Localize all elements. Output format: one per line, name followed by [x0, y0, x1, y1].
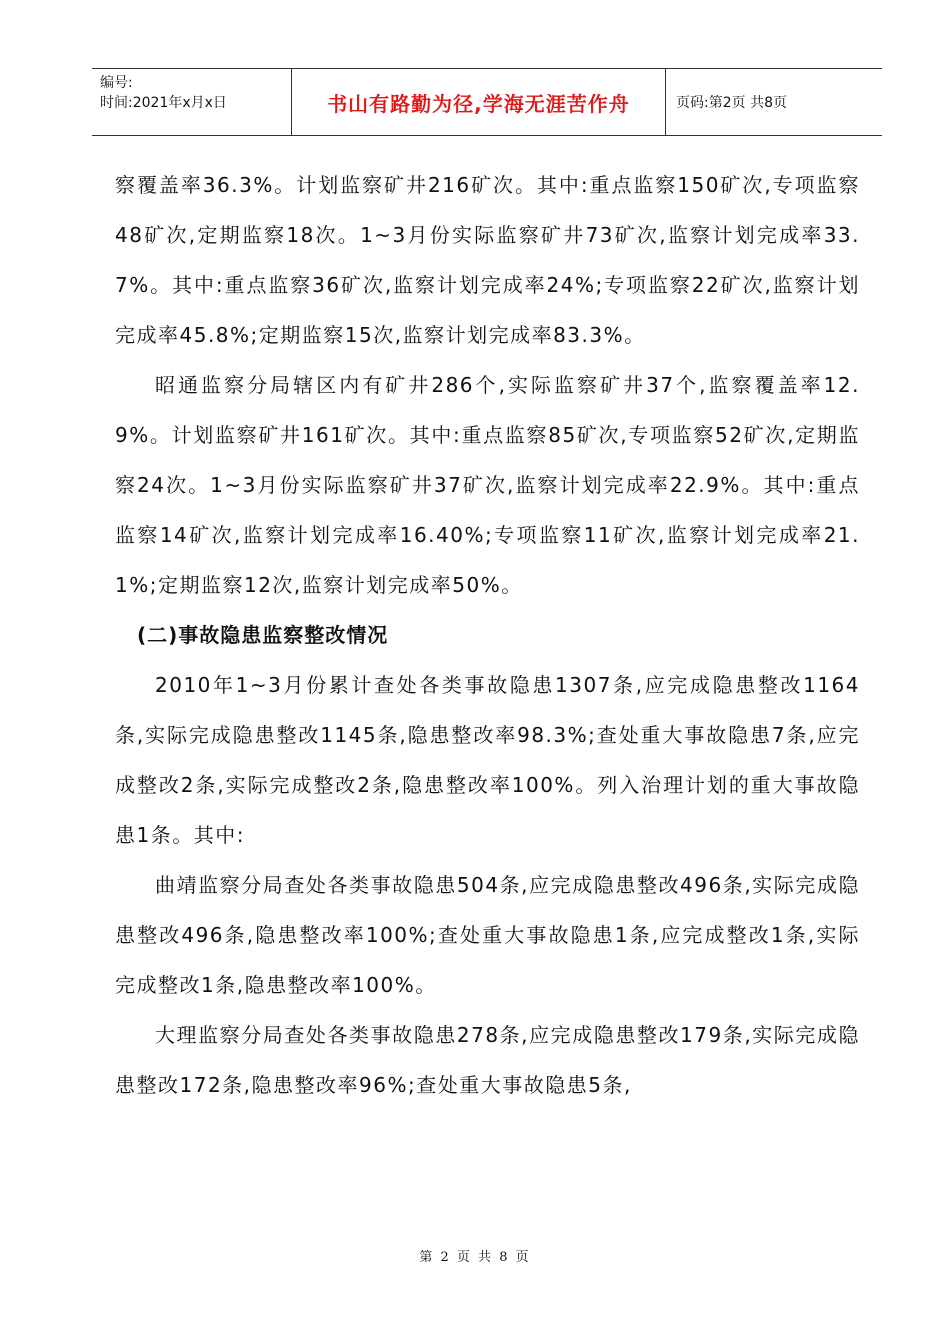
page-footer: 第 2 页 共 8 页	[419, 1250, 531, 1265]
header-meta	[92, 69, 292, 135]
section-heading: (二)事故隐患监察整改情况	[137, 623, 389, 647]
document-number-label: 编号:	[100, 75, 133, 91]
body-paragraph: 察覆盖率36.3%。计划监察矿井216矿次。其中:重点监察150矿次,专项监察48矿次,定期监察18次。1~3月份实际监察矿井73矿次,监察计划完成率33.7%。其中:重点监察36矿次,监察计划完成率24%;专项监察22矿次,监察计划完成率45.8%;定期监察15次,监察计划完成率83.3%。	[115, 173, 860, 347]
body-paragraph: 大理监察分局查处各类事故隐患278条,应完成隐患整改179条,实际完成隐患整改172条,隐患整改率96%;查处重大事故隐患5条,	[115, 1023, 860, 1097]
body-paragraph: 2010年1~3月份累计查处各类事故隐患1307条,应完成隐患整改1164条,实际完成隐患整改1145条,隐患整改率98.3%;查处重大事故隐患7条,应完成整改2条,实际完成整改2条,隐患整改率100%。列入治理计划的重大事故隐患1条。其中:	[115, 673, 860, 847]
document-time-label: 时间:2021年x月x日	[100, 95, 227, 111]
header-motto: 书山有路勤为径,学海无涯苦作舟	[292, 69, 666, 135]
body-paragraph: 昭通监察分局辖区内有矿井286个,实际监察矿井37个,监察覆盖率12.9%。计划监察矿井161矿次。其中:重点监察85矿次,专项监察52矿次,定期监察24次。1~3月份实际监察矿井37矿次,监察计划完成率22.9%。其中:重点监察14矿次,监察计划完成率16.40%;专项监察11矿次,监察计划完成率21.1%;定期监察12次,监察计划完成率50%。	[115, 373, 860, 597]
body-paragraph: 曲靖监察分局查处各类事故隐患504条,应完成隐患整改496条,实际完成隐患整改496条,隐患整改率100%;查处重大事故隐患1条,应完成整改1条,实际完成整改1条,隐患整改率100%。	[115, 873, 860, 997]
page-header	[92, 68, 882, 136]
header-page-info: 页码:第2页 共8页	[676, 95, 787, 111]
document-body	[115, 160, 860, 1110]
